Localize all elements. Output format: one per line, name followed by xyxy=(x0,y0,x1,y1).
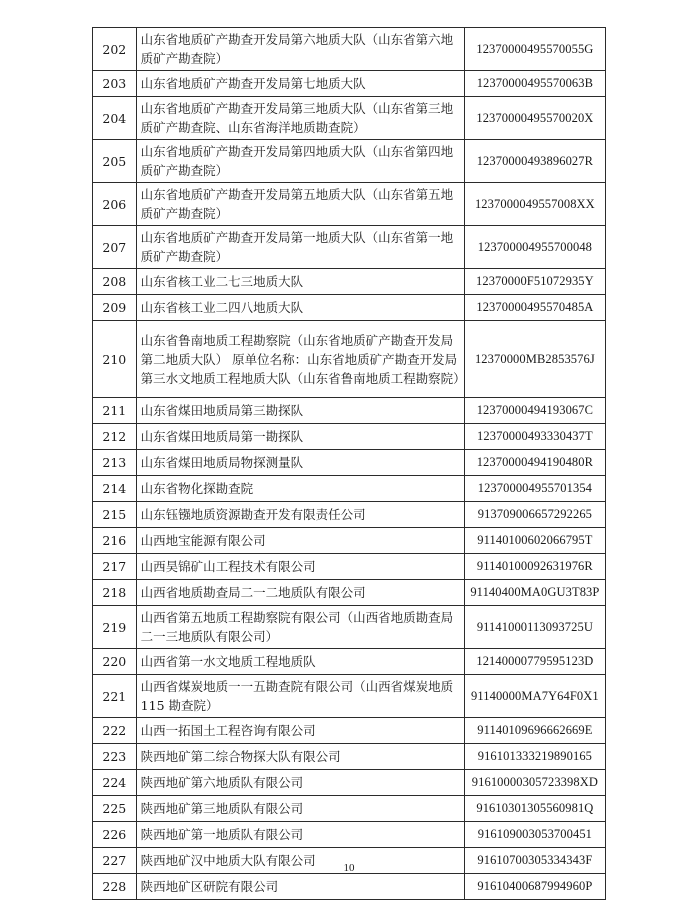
row-number: 216 xyxy=(93,528,137,554)
table-row xyxy=(93,28,606,71)
row-number: 222 xyxy=(93,718,137,744)
table-row xyxy=(93,554,606,580)
organization-name: 山西省第一水文地质工程地质队 xyxy=(136,649,464,675)
organization-name: 山东省核工业二四八地质大队 xyxy=(136,295,464,321)
row-number: 223 xyxy=(93,744,137,770)
organization-name: 山东省煤田地质局第一勘探队 xyxy=(136,424,464,450)
credit-code: 91140109696662669E xyxy=(464,718,605,744)
table-row xyxy=(93,140,606,183)
page-number: 10 xyxy=(343,862,355,874)
table-row xyxy=(93,874,606,900)
organization-name: 山西省煤炭地质一一五勘查院有限公司（山西省煤炭地质 115 勘查院） xyxy=(136,675,464,718)
credit-code: 91141000113093725U xyxy=(464,606,605,649)
organization-name: 陕西地矿第六地质队有限公司 xyxy=(136,770,464,796)
organization-name: 山西昊锦矿山工程技术有限公司 xyxy=(136,554,464,580)
organization-name: 山东省核工业二七三地质大队 xyxy=(136,269,464,295)
row-number: 214 xyxy=(93,476,137,502)
table-row xyxy=(93,770,606,796)
organization-name: 山东省地质矿产勘查开发局第四地质大队（山东省第四地质矿产勘查院） xyxy=(136,140,464,183)
credit-code: 123700004955700048 xyxy=(464,226,605,269)
credit-code: 12370000493896027R xyxy=(464,140,605,183)
credit-code: 12140000779595123D xyxy=(464,649,605,675)
credit-code: 913709006657292265 xyxy=(464,502,605,528)
organization-name: 山东钰镪地质资源勘查开发有限责任公司 xyxy=(136,502,464,528)
row-number: 206 xyxy=(93,183,137,226)
table-row xyxy=(93,321,606,398)
table-row xyxy=(93,424,606,450)
credit-code: 91140100602066795T xyxy=(464,528,605,554)
credit-code: 91610700305334343F xyxy=(464,848,605,874)
row-number: 220 xyxy=(93,649,137,675)
credit-code: 12370000495570485A xyxy=(464,295,605,321)
organization-name: 山东省地质矿产勘查开发局第三地质大队（山东省第三地质矿产勘查院、山东省海洋地质勘查院） xyxy=(136,97,464,140)
row-number: 212 xyxy=(93,424,137,450)
credit-code: 12370000494190480R xyxy=(464,450,605,476)
organization-name: 山东省地质矿产勘查开发局第六地质大队（山东省第六地质矿产勘查院） xyxy=(136,28,464,71)
credit-code: 91140000MA7Y64F0X1 xyxy=(464,675,605,718)
row-number: 204 xyxy=(93,97,137,140)
table-row xyxy=(93,528,606,554)
table-row xyxy=(93,649,606,675)
row-number: 219 xyxy=(93,606,137,649)
organization-name: 山东省地质矿产勘查开发局第一地质大队（山东省第一地质矿产勘查院） xyxy=(136,226,464,269)
registry-table-body xyxy=(93,28,606,900)
table-row xyxy=(93,718,606,744)
table-row xyxy=(93,450,606,476)
row-number: 205 xyxy=(93,140,137,183)
credit-code: 91610301305560981Q xyxy=(464,796,605,822)
credit-code: 916101333219890165 xyxy=(464,744,605,770)
row-number: 227 xyxy=(93,848,137,874)
credit-code: 12370000495570063B xyxy=(464,71,605,97)
enterprise-registry-table xyxy=(92,27,606,900)
table-row xyxy=(93,295,606,321)
credit-code: 12370000493330437T xyxy=(464,424,605,450)
row-number: 218 xyxy=(93,580,137,606)
table-row xyxy=(93,580,606,606)
credit-code: 91610400687994960P xyxy=(464,874,605,900)
row-number: 228 xyxy=(93,874,137,900)
row-number: 203 xyxy=(93,71,137,97)
row-number: 211 xyxy=(93,398,137,424)
organization-name: 陕西地矿第三地质队有限公司 xyxy=(136,796,464,822)
table-row xyxy=(93,744,606,770)
credit-code: 12370000494193067C xyxy=(464,398,605,424)
credit-code: 91610000305723398XD xyxy=(464,770,605,796)
organization-name: 山西地宝能源有限公司 xyxy=(136,528,464,554)
organization-name: 山西省第五地质工程勘察院有限公司（山西省地质勘查局二一三地质队有限公司） xyxy=(136,606,464,649)
table-row xyxy=(93,97,606,140)
organization-name: 山东省地质矿产勘查开发局第五地质大队（山东省第五地质矿产勘查院） xyxy=(136,183,464,226)
credit-code: 12370000F51072935Y xyxy=(464,269,605,295)
organization-name: 陕西地矿第二综合物探大队有限公司 xyxy=(136,744,464,770)
credit-code: 1237000049557008XX xyxy=(464,183,605,226)
organization-name: 山西一拓国土工程咨询有限公司 xyxy=(136,718,464,744)
row-number: 210 xyxy=(93,321,137,398)
credit-code: 12370000495570055G xyxy=(464,28,605,71)
organization-name: 山东省煤田地质局第三勘探队 xyxy=(136,398,464,424)
credit-code: 916109003053700451 xyxy=(464,822,605,848)
table-row xyxy=(93,269,606,295)
row-number: 202 xyxy=(93,28,137,71)
row-number: 209 xyxy=(93,295,137,321)
table-row xyxy=(93,606,606,649)
credit-code: 123700004955701354 xyxy=(464,476,605,502)
table-row xyxy=(93,796,606,822)
table-row xyxy=(93,398,606,424)
table-row xyxy=(93,822,606,848)
organization-name: 陕西地矿区研院有限公司 xyxy=(136,874,464,900)
organization-name: 陕西地矿汉中地质大队有限公司 xyxy=(136,848,464,874)
row-number: 215 xyxy=(93,502,137,528)
organization-name: 山西省地质勘查局二一二地质队有限公司 xyxy=(136,580,464,606)
credit-code: 91140100092631976R xyxy=(464,554,605,580)
row-number: 225 xyxy=(93,796,137,822)
table-row xyxy=(93,675,606,718)
row-number: 217 xyxy=(93,554,137,580)
credit-code: 91140400MA0GU3T83P xyxy=(464,580,605,606)
table-row xyxy=(93,226,606,269)
table-row xyxy=(93,71,606,97)
organization-name: 山东省物化探勘查院 xyxy=(136,476,464,502)
credit-code: 12370000MB2853576J xyxy=(464,321,605,398)
row-number: 221 xyxy=(93,675,137,718)
table-row xyxy=(93,502,606,528)
organization-name: 陕西地矿第一地质队有限公司 xyxy=(136,822,464,848)
organization-name: 山东省鲁南地质工程勘察院（山东省地质矿产勘查开发局第二地质大队） 原单位名称：山东省地质矿产勘查开发局第三水文地质工程地质大队（山东省鲁南地质工程勘察院） xyxy=(136,321,464,398)
organization-name: 山东省煤田地质局物探测量队 xyxy=(136,450,464,476)
row-number: 208 xyxy=(93,269,137,295)
table-row xyxy=(93,476,606,502)
row-number: 226 xyxy=(93,822,137,848)
table-row xyxy=(93,183,606,226)
organization-name: 山东省地质矿产勘查开发局第七地质大队 xyxy=(136,71,464,97)
row-number: 207 xyxy=(93,226,137,269)
row-number: 224 xyxy=(93,770,137,796)
row-number: 213 xyxy=(93,450,137,476)
credit-code: 12370000495570020X xyxy=(464,97,605,140)
